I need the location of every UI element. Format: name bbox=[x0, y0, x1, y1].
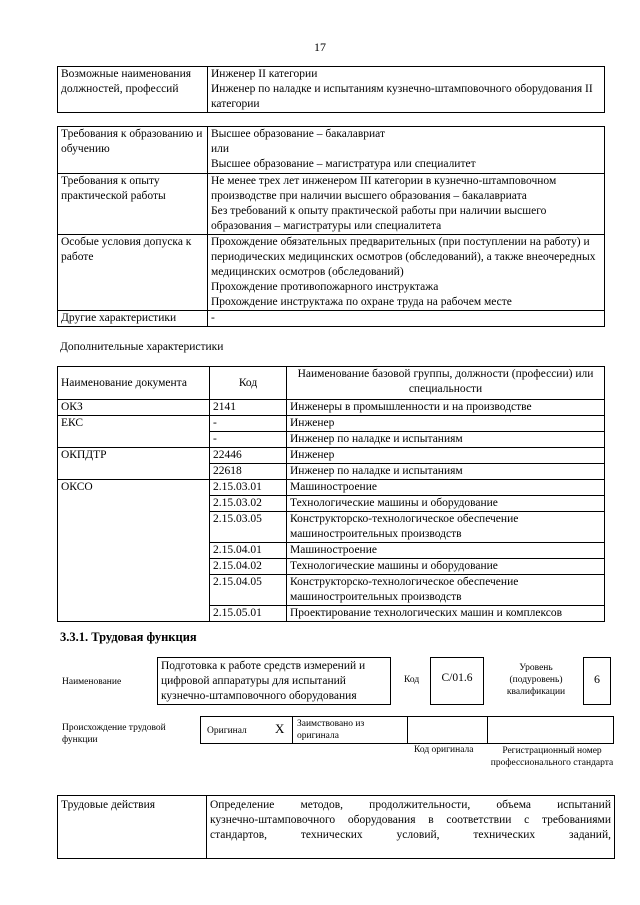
function-name-label: Наименование bbox=[62, 677, 122, 687]
code-cell: 2.15.04.02 bbox=[210, 559, 287, 575]
action-line: Определение методов, продолжительности, объема испытаний bbox=[210, 799, 611, 811]
name-cell: Машиностроение bbox=[287, 543, 605, 559]
col-header-doc: Наименование документа bbox=[58, 367, 210, 400]
origin-reg-number-label: Регистрационный номер профессионального стандарта bbox=[490, 746, 614, 768]
action-line: стандартов, технических условий, технических заданий, bbox=[210, 829, 611, 841]
code-cell: 22446 bbox=[210, 448, 287, 464]
origin-code-original-label: Код оригинала bbox=[414, 745, 474, 755]
name-cell: Конструкторско-технологическое обеспечение машиностроительных производств bbox=[287, 575, 605, 606]
action-line: кузнечно-штамповочного оборудования в соответствии с требованиями bbox=[210, 814, 611, 826]
positions-label: Возможные наименования должностей, профессий bbox=[58, 67, 208, 113]
code-cell: - bbox=[210, 416, 287, 432]
origin-label: Происхождение трудовой функции bbox=[62, 723, 166, 745]
req-other-label: Другие характеристики bbox=[58, 311, 208, 327]
req-other-value: - bbox=[208, 311, 605, 327]
req-line: Прохождение противопожарного инструктажа bbox=[211, 281, 439, 293]
name-cell: Инженеры в промышленности и на производстве bbox=[287, 400, 605, 416]
additional-table bbox=[57, 366, 605, 622]
req-line: или bbox=[211, 143, 230, 155]
code-cell: 22618 bbox=[210, 464, 287, 480]
function-name-value: Подготовка к работе средств измерений и цифровой аппаратуры для испытаний кузнечно-штамповочного оборудования bbox=[157, 657, 391, 705]
position-line: Инженер по наладке и испытаниям кузнечно-штамповочного оборудования II категории bbox=[211, 83, 593, 110]
origin-divider bbox=[292, 716, 293, 744]
doc-eks: ЕКС bbox=[58, 416, 210, 448]
doc-okpdtr: ОКПДТР bbox=[58, 448, 210, 480]
requirements-table bbox=[57, 126, 605, 327]
doc-okso: ОКСО bbox=[58, 480, 210, 622]
req-admission-value bbox=[208, 235, 605, 311]
function-level-label: Уровень (подуровень) квалификации bbox=[506, 663, 566, 697]
code-cell: 2.15.03.01 bbox=[210, 480, 287, 496]
req-line: Прохождение обязательных предварительных (при поступлении на работу) и периодических медицинских осмотров (обследований), а также внеочередных медицинских осмотров (обследований) bbox=[211, 236, 596, 278]
code-cell: 2.15.04.01 bbox=[210, 543, 287, 559]
code-cell: 2.15.03.05 bbox=[210, 512, 287, 543]
col-header-name: Наименование базовой группы, должности (профессии) или специальности bbox=[287, 367, 605, 400]
name-cell: Инженер по наладке и испытаниям bbox=[287, 464, 605, 480]
name-cell: Технологические машины и оборудование bbox=[287, 559, 605, 575]
name-cell: Проектирование технологических машин и комплексов bbox=[287, 606, 605, 622]
req-line: Не менее трех лет инженером III категории в кузнечно-штамповочном производстве при наличии высшего образования – бакалавриата bbox=[211, 175, 557, 202]
name-cell: Машиностроение bbox=[287, 480, 605, 496]
actions-label: Трудовые действия bbox=[58, 796, 207, 859]
req-education-value bbox=[208, 127, 605, 174]
position-line: Инженер II категории bbox=[211, 68, 318, 80]
origin-divider bbox=[407, 716, 408, 744]
req-admission-label: Особые условия допуска к работе bbox=[58, 235, 208, 311]
actions-value bbox=[207, 796, 615, 859]
function-heading: 3.3.1. Трудовая функция bbox=[60, 630, 197, 644]
name-cell: Инженер bbox=[287, 448, 605, 464]
code-cell: 2.15.05.01 bbox=[210, 606, 287, 622]
req-education-label: Требования к образованию и обучению bbox=[58, 127, 208, 174]
function-code-label: Код bbox=[404, 675, 420, 685]
code-cell: 2.15.03.02 bbox=[210, 496, 287, 512]
req-experience-value bbox=[208, 174, 605, 235]
col-header-code: Код bbox=[210, 367, 287, 400]
name-cell: Инженер по наладке и испытаниям bbox=[287, 432, 605, 448]
code-cell: - bbox=[210, 432, 287, 448]
name-cell: Технологические машины и оборудование bbox=[287, 496, 605, 512]
function-level-value: 6 bbox=[583, 657, 611, 705]
positions-values bbox=[208, 67, 605, 113]
code-cell: 2.15.04.05 bbox=[210, 575, 287, 606]
page-number: 17 bbox=[314, 40, 326, 54]
origin-divider bbox=[487, 716, 488, 744]
actions-table bbox=[57, 795, 615, 859]
name-cell: Конструкторско-технологическое обеспечение машиностроительных производств bbox=[287, 512, 605, 543]
code-cell: 2141 bbox=[210, 400, 287, 416]
req-line: Прохождение инструктажа по охране труда на рабочем месте bbox=[211, 296, 512, 308]
req-line: Высшее образование – магистратура или специалитет bbox=[211, 158, 476, 170]
req-experience-label: Требования к опыту практической работы bbox=[58, 174, 208, 235]
origin-original-mark: X bbox=[275, 721, 285, 736]
positions-table bbox=[57, 66, 605, 113]
doc-okz: ОКЗ bbox=[58, 400, 210, 416]
req-line: Высшее образование – бакалавриат bbox=[211, 128, 385, 140]
additional-title: Дополнительные характеристики bbox=[60, 341, 224, 353]
origin-original-label: Оригинал bbox=[207, 726, 247, 736]
origin-borrowed-label: Заимствовано из оригинала bbox=[297, 719, 365, 741]
name-cell: Инженер bbox=[287, 416, 605, 432]
function-code-value: C/01.6 bbox=[430, 657, 484, 705]
req-line: Без требований к опыту практической работы при наличии высшего образования – магистратуры или специалитета bbox=[211, 205, 547, 232]
